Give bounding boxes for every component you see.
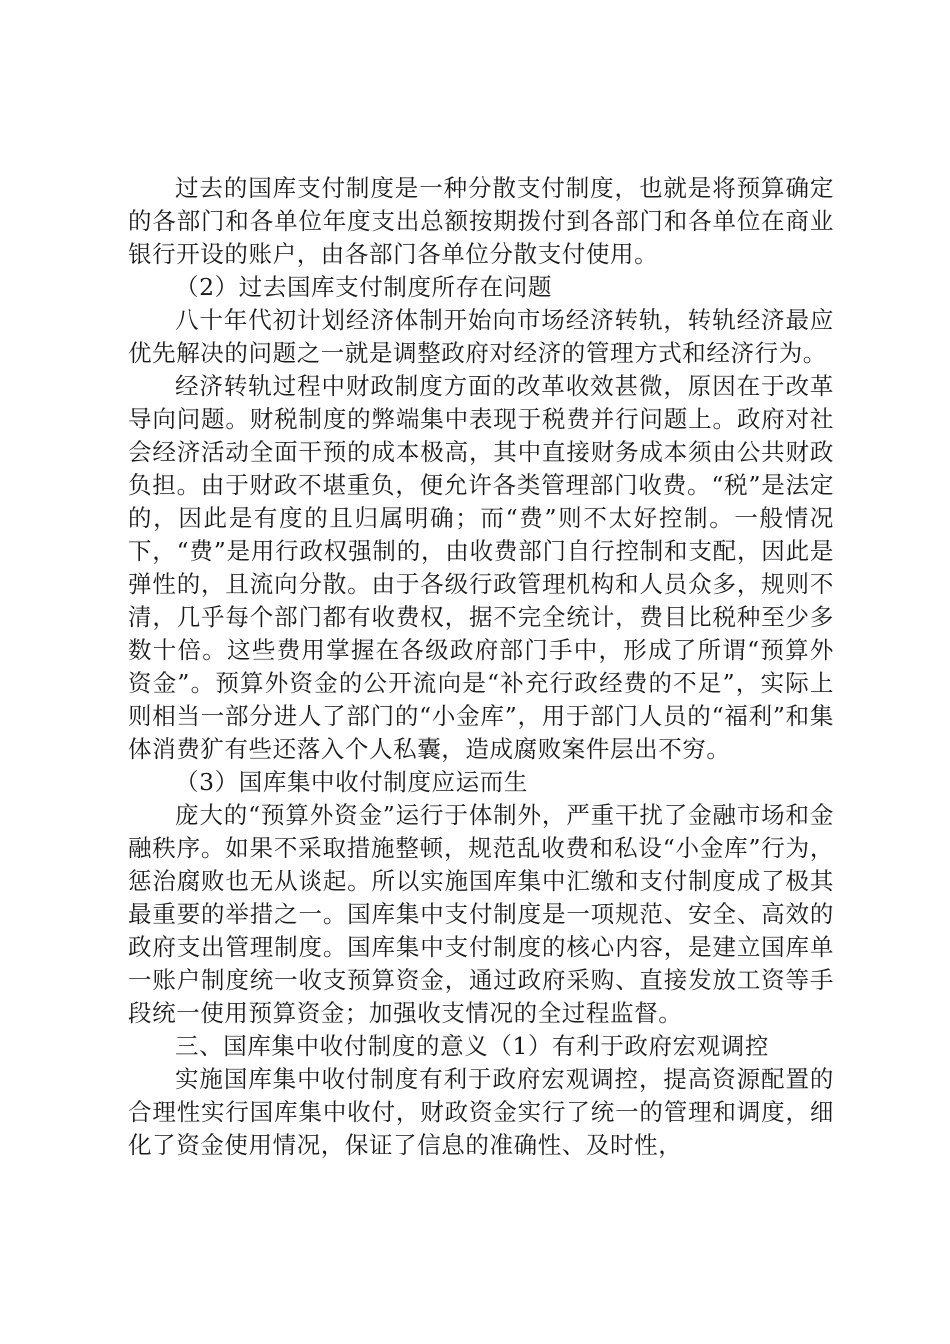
document-body xyxy=(128,172,834,1162)
paragraph-macro-control: 实施国库集中收付制度有利于政府宏观调控，提高资源配置的合理性实行国库集中收付，财政资金实行了统一的管理和调度，细化了资金使用情况，保证了信息的准确性、及时性， xyxy=(128,1065,834,1159)
heading-significance: 三、国库集中收付制度的意义（1）有利于政府宏观调控 xyxy=(175,1032,769,1060)
paragraph-decentralized-payment: 过去的国库支付制度是一种分散支付制度，也就是将预算确定的各部门和各单位年度支出总额按期拨付到各部门和各单位在商业银行开设的账户，由各部门各单位分散支付使用。 xyxy=(128,174,834,268)
heading-past-problems: （2）过去国库支付制度所存在问题 xyxy=(175,273,553,301)
heading-centralized-system-emerges: （3）国库集中收付制度应运而生 xyxy=(175,768,528,796)
paragraph-extra-budget-funds: 庞大的“预算外资金”运行于体制外，严重干扰了金融市场和金融秩序。如果不采取措施整顿，规范乱收费和私设“小金库”行为，惩治腐败也无从谈起。所以实施国库集中汇缴和支付制度成了极其最重要的举措之一。国库集中支付制度是一项规范、安全、高效的政府支出管理制度。国库集中支付制度的核心内容，是建立国库单一账户制度统一收支预算资金，通过政府采购、直接发放工资等手段统一使用预算资金；加强收支情况的全过程监督。 xyxy=(128,801,834,1027)
paragraph-economic-transition: 八十年代初计划经济体制开始向市场经济转轨，转轨经济最应优先解决的问题之一就是调整政府对经济的管理方式和经济行为。 xyxy=(128,306,834,367)
paragraph-fiscal-reform: 经济转轨过程中财政制度方面的改革收效甚微，原因在于改革导向问题。财税制度的弊端集中表现于税费并行问题上。政府对社会经济活动全面干预的成本极高，其中直接财务成本须由公共财政负担。由于财政不堪重负，便允许各类管理部门收费。“税”是法定的，因此是有度的且归属明确；而“费”则不太好控制。一般情况下，“费”是用行政权强制的，由收费部门自行控制和支配，因此是弹性的，且流向分散。由于各级行政管理机构和人员众多，规则不清，几乎每个部门都有收费权，据不完全统计，费目比税种至少多数十倍。这些费用掌握在各级政府部门手中，形成了所谓“预算外资金”。预算外资金的公开流向是“补充行政经费的不足”，实际上则相当一部分进人了部门的“小金库”，用于部门人员的“福利”和集体消费犷有些还落入个人私囊，造成腐败案件层出不穷。 xyxy=(128,372,834,763)
